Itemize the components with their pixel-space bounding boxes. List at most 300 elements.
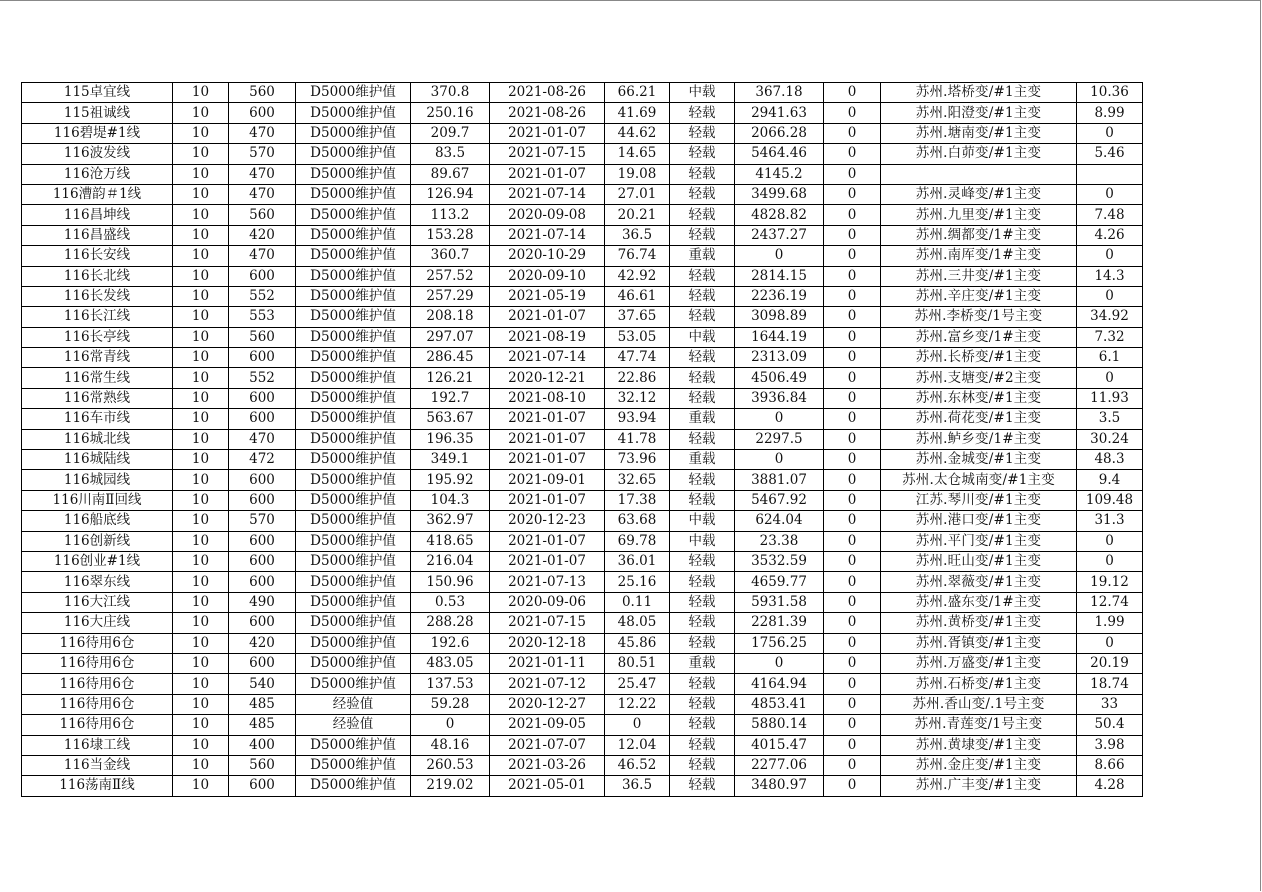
cell-overload-count: 0 bbox=[824, 327, 881, 347]
cell-substation-transformer: 苏州.支塘变/#2主变 bbox=[881, 368, 1077, 388]
cell-voltage-kv: 10 bbox=[173, 735, 229, 755]
cell-substation-transformer bbox=[881, 164, 1077, 184]
cell-max-current: 483.05 bbox=[411, 653, 490, 673]
cell-substation-transformer: 苏州.太仓城南变/#1主变 bbox=[881, 470, 1077, 490]
cell-rated-current: 600 bbox=[229, 490, 296, 510]
cell-overload-count: 0 bbox=[824, 286, 881, 306]
cell-substation-transformer: 苏州.南厍变/1#主变 bbox=[881, 246, 1077, 266]
cell-record-date: 2021-01-07 bbox=[490, 450, 605, 470]
cell-voltage-kv: 10 bbox=[173, 327, 229, 347]
cell-transformer-load: 19.12 bbox=[1077, 572, 1143, 592]
cell-load-rate: 66.21 bbox=[605, 83, 670, 103]
cell-max-current: 208.18 bbox=[411, 307, 490, 327]
cell-overload-count: 0 bbox=[824, 551, 881, 571]
cell-max-current: 89.67 bbox=[411, 164, 490, 184]
cell-record-date: 2020-12-27 bbox=[490, 694, 605, 714]
cell-value-source: D5000维护值 bbox=[296, 368, 411, 388]
cell-rated-current: 600 bbox=[229, 266, 296, 286]
cell-record-date: 2021-08-19 bbox=[490, 327, 605, 347]
cell-load-rate: 93.94 bbox=[605, 409, 670, 429]
cell-margin-value: 3532.59 bbox=[735, 551, 824, 571]
cell-load-rate: 12.22 bbox=[605, 694, 670, 714]
table-row bbox=[22, 123, 1143, 143]
cell-max-current: 286.45 bbox=[411, 348, 490, 368]
cell-overload-count: 0 bbox=[824, 388, 881, 408]
cell-load-rate: 19.08 bbox=[605, 164, 670, 184]
cell-voltage-kv: 10 bbox=[173, 225, 229, 245]
cell-record-date: 2021-05-19 bbox=[490, 286, 605, 306]
cell-load-rate: 36.01 bbox=[605, 551, 670, 571]
cell-rated-current: 560 bbox=[229, 83, 296, 103]
cell-transformer-load: 0 bbox=[1077, 123, 1143, 143]
cell-voltage-kv: 10 bbox=[173, 144, 229, 164]
cell-margin-value: 3499.68 bbox=[735, 184, 824, 204]
cell-record-date: 2021-09-01 bbox=[490, 470, 605, 490]
table-row bbox=[22, 144, 1143, 164]
cell-margin-value: 1644.19 bbox=[735, 327, 824, 347]
cell-overload-count: 0 bbox=[824, 653, 881, 673]
cell-transformer-load: 10.36 bbox=[1077, 83, 1143, 103]
cell-record-date: 2021-07-14 bbox=[490, 225, 605, 245]
table-row bbox=[22, 633, 1143, 653]
cell-substation-transformer: 江苏.琴川变/#1主变 bbox=[881, 490, 1077, 510]
cell-line-name: 116待用6仓 bbox=[22, 633, 173, 653]
cell-overload-count: 0 bbox=[824, 246, 881, 266]
cell-max-current: 260.53 bbox=[411, 755, 490, 775]
cell-margin-value: 367.18 bbox=[735, 83, 824, 103]
cell-load-rate: 22.86 bbox=[605, 368, 670, 388]
cell-line-name: 116波发线 bbox=[22, 144, 173, 164]
table-row bbox=[22, 409, 1143, 429]
cell-line-name: 116漕韵＃1线 bbox=[22, 184, 173, 204]
table-row bbox=[22, 715, 1143, 735]
cell-load-status: 轻载 bbox=[670, 103, 735, 123]
cell-margin-value: 624.04 bbox=[735, 511, 824, 531]
cell-voltage-kv: 10 bbox=[173, 184, 229, 204]
cell-voltage-kv: 10 bbox=[173, 368, 229, 388]
cell-overload-count: 0 bbox=[824, 755, 881, 775]
cell-value-source: D5000维护值 bbox=[296, 266, 411, 286]
cell-load-status: 轻载 bbox=[670, 184, 735, 204]
cell-value-source: D5000维护值 bbox=[296, 735, 411, 755]
table-row bbox=[22, 348, 1143, 368]
cell-load-rate: 41.78 bbox=[605, 429, 670, 449]
cell-load-rate: 73.96 bbox=[605, 450, 670, 470]
cell-rated-current: 420 bbox=[229, 225, 296, 245]
cell-load-rate: 32.12 bbox=[605, 388, 670, 408]
cell-max-current: 104.3 bbox=[411, 490, 490, 510]
cell-load-status: 轻载 bbox=[670, 348, 735, 368]
cell-overload-count: 0 bbox=[824, 205, 881, 225]
cell-record-date: 2020-09-06 bbox=[490, 592, 605, 612]
cell-rated-current: 552 bbox=[229, 286, 296, 306]
cell-rated-current: 600 bbox=[229, 531, 296, 551]
cell-margin-value: 4164.94 bbox=[735, 674, 824, 694]
cell-load-status: 轻载 bbox=[670, 735, 735, 755]
cell-transformer-load: 20.19 bbox=[1077, 653, 1143, 673]
cell-transformer-load: 12.74 bbox=[1077, 592, 1143, 612]
cell-max-current: 257.52 bbox=[411, 266, 490, 286]
cell-rated-current: 490 bbox=[229, 592, 296, 612]
cell-load-rate: 0.11 bbox=[605, 592, 670, 612]
cell-record-date: 2020-10-29 bbox=[490, 246, 605, 266]
cell-transformer-load: 3.5 bbox=[1077, 409, 1143, 429]
cell-overload-count: 0 bbox=[824, 572, 881, 592]
cell-line-name: 116待用6仓 bbox=[22, 715, 173, 735]
cell-transformer-load: 50.4 bbox=[1077, 715, 1143, 735]
cell-overload-count: 0 bbox=[824, 633, 881, 653]
cell-overload-count: 0 bbox=[824, 225, 881, 245]
cell-voltage-kv: 10 bbox=[173, 348, 229, 368]
cell-load-rate: 44.62 bbox=[605, 123, 670, 143]
cell-value-source: D5000维护值 bbox=[296, 327, 411, 347]
cell-record-date: 2020-12-23 bbox=[490, 511, 605, 531]
cell-margin-value: 2277.06 bbox=[735, 755, 824, 775]
cell-substation-transformer: 苏州.青莲变/1号主变 bbox=[881, 715, 1077, 735]
cell-substation-transformer: 苏州.黄埭变/#1主变 bbox=[881, 735, 1077, 755]
cell-overload-count: 0 bbox=[824, 348, 881, 368]
cell-margin-value: 5464.46 bbox=[735, 144, 824, 164]
cell-substation-transformer: 苏州.灵峰变/#1主变 bbox=[881, 184, 1077, 204]
cell-max-current: 219.02 bbox=[411, 776, 490, 796]
cell-transformer-load: 33 bbox=[1077, 694, 1143, 714]
cell-overload-count: 0 bbox=[824, 184, 881, 204]
cell-max-current: 563.67 bbox=[411, 409, 490, 429]
cell-value-source: D5000维护值 bbox=[296, 572, 411, 592]
cell-load-rate: 46.61 bbox=[605, 286, 670, 306]
cell-overload-count: 0 bbox=[824, 429, 881, 449]
cell-record-date: 2021-08-10 bbox=[490, 388, 605, 408]
table-row bbox=[22, 674, 1143, 694]
cell-load-status: 重载 bbox=[670, 409, 735, 429]
table-row bbox=[22, 776, 1143, 796]
cell-substation-transformer: 苏州.李桥变/1号主变 bbox=[881, 307, 1077, 327]
cell-voltage-kv: 10 bbox=[173, 694, 229, 714]
cell-max-current: 126.21 bbox=[411, 368, 490, 388]
cell-line-name: 116常青线 bbox=[22, 348, 173, 368]
cell-value-source: D5000维护值 bbox=[296, 653, 411, 673]
cell-record-date: 2021-05-01 bbox=[490, 776, 605, 796]
cell-transformer-load: 31.3 bbox=[1077, 511, 1143, 531]
cell-voltage-kv: 10 bbox=[173, 715, 229, 735]
cell-rated-current: 470 bbox=[229, 246, 296, 266]
cell-voltage-kv: 10 bbox=[173, 755, 229, 775]
cell-transformer-load: 3.98 bbox=[1077, 735, 1143, 755]
cell-value-source: D5000维护值 bbox=[296, 103, 411, 123]
cell-record-date: 2021-09-05 bbox=[490, 715, 605, 735]
cell-voltage-kv: 10 bbox=[173, 429, 229, 449]
cell-record-date: 2020-12-18 bbox=[490, 633, 605, 653]
cell-overload-count: 0 bbox=[824, 776, 881, 796]
cell-line-name: 116车市线 bbox=[22, 409, 173, 429]
cell-load-status: 中载 bbox=[670, 531, 735, 551]
cell-margin-value: 3881.07 bbox=[735, 470, 824, 490]
cell-overload-count: 0 bbox=[824, 123, 881, 143]
cell-line-name: 116船底线 bbox=[22, 511, 173, 531]
cell-voltage-kv: 10 bbox=[173, 490, 229, 510]
cell-value-source: D5000维护值 bbox=[296, 450, 411, 470]
cell-record-date: 2021-07-15 bbox=[490, 144, 605, 164]
cell-line-name: 116待用6仓 bbox=[22, 674, 173, 694]
table-row bbox=[22, 511, 1143, 531]
cell-overload-count: 0 bbox=[824, 470, 881, 490]
cell-transformer-load: 4.28 bbox=[1077, 776, 1143, 796]
cell-value-source: D5000维护值 bbox=[296, 674, 411, 694]
cell-load-status: 中载 bbox=[670, 511, 735, 531]
table-row bbox=[22, 429, 1143, 449]
cell-voltage-kv: 10 bbox=[173, 388, 229, 408]
cell-rated-current: 472 bbox=[229, 450, 296, 470]
cell-overload-count: 0 bbox=[824, 144, 881, 164]
cell-margin-value: 23.38 bbox=[735, 531, 824, 551]
cell-value-source: D5000维护值 bbox=[296, 429, 411, 449]
cell-line-name: 116创业#1线 bbox=[22, 551, 173, 571]
cell-load-status: 重载 bbox=[670, 653, 735, 673]
cell-rated-current: 560 bbox=[229, 327, 296, 347]
cell-load-rate: 25.47 bbox=[605, 674, 670, 694]
cell-max-current: 137.53 bbox=[411, 674, 490, 694]
cell-max-current: 192.6 bbox=[411, 633, 490, 653]
cell-load-status: 轻载 bbox=[670, 613, 735, 633]
cell-max-current: 297.07 bbox=[411, 327, 490, 347]
cell-transformer-load: 18.74 bbox=[1077, 674, 1143, 694]
cell-voltage-kv: 10 bbox=[173, 633, 229, 653]
cell-load-rate: 36.5 bbox=[605, 776, 670, 796]
cell-max-current: 195.92 bbox=[411, 470, 490, 490]
cell-record-date: 2020-09-08 bbox=[490, 205, 605, 225]
cell-max-current: 83.5 bbox=[411, 144, 490, 164]
cell-line-name: 116城园线 bbox=[22, 470, 173, 490]
table-row bbox=[22, 531, 1143, 551]
cell-margin-value: 5880.14 bbox=[735, 715, 824, 735]
cell-substation-transformer: 苏州.旺山变/#1主变 bbox=[881, 551, 1077, 571]
table-row bbox=[22, 755, 1143, 775]
cell-value-source: D5000维护值 bbox=[296, 225, 411, 245]
cell-load-status: 轻载 bbox=[670, 674, 735, 694]
cell-overload-count: 0 bbox=[824, 450, 881, 470]
cell-load-status: 轻载 bbox=[670, 266, 735, 286]
cell-substation-transformer: 苏州.塘南变/#1主变 bbox=[881, 123, 1077, 143]
cell-record-date: 2021-07-15 bbox=[490, 613, 605, 633]
cell-voltage-kv: 10 bbox=[173, 776, 229, 796]
cell-voltage-kv: 10 bbox=[173, 164, 229, 184]
cell-margin-value: 4015.47 bbox=[735, 735, 824, 755]
cell-max-current: 360.7 bbox=[411, 246, 490, 266]
cell-substation-transformer: 苏州.阳澄变/#1主变 bbox=[881, 103, 1077, 123]
cell-load-rate: 42.92 bbox=[605, 266, 670, 286]
cell-load-rate: 25.16 bbox=[605, 572, 670, 592]
cell-rated-current: 400 bbox=[229, 735, 296, 755]
cell-substation-transformer: 苏州.黄桥变/#1主变 bbox=[881, 613, 1077, 633]
table-row bbox=[22, 694, 1143, 714]
cell-load-rate: 0 bbox=[605, 715, 670, 735]
cell-transformer-load: 109.48 bbox=[1077, 490, 1143, 510]
cell-overload-count: 0 bbox=[824, 307, 881, 327]
cell-voltage-kv: 10 bbox=[173, 307, 229, 327]
cell-substation-transformer: 苏州.鲈乡变/1#主变 bbox=[881, 429, 1077, 449]
cell-value-source: D5000维护值 bbox=[296, 246, 411, 266]
cell-margin-value: 3480.97 bbox=[735, 776, 824, 796]
cell-max-current: 59.28 bbox=[411, 694, 490, 714]
cell-overload-count: 0 bbox=[824, 531, 881, 551]
cell-line-name: 116城陆线 bbox=[22, 450, 173, 470]
cell-line-name: 116碧堤#1线 bbox=[22, 123, 173, 143]
cell-rated-current: 600 bbox=[229, 653, 296, 673]
cell-rated-current: 600 bbox=[229, 388, 296, 408]
cell-rated-current: 485 bbox=[229, 715, 296, 735]
cell-record-date: 2021-01-11 bbox=[490, 653, 605, 673]
cell-line-name: 116沧万线 bbox=[22, 164, 173, 184]
cell-transformer-load: 30.24 bbox=[1077, 429, 1143, 449]
cell-voltage-kv: 10 bbox=[173, 674, 229, 694]
cell-margin-value: 4853.41 bbox=[735, 694, 824, 714]
cell-load-status: 轻载 bbox=[670, 490, 735, 510]
table-row bbox=[22, 470, 1143, 490]
cell-load-status: 重载 bbox=[670, 246, 735, 266]
cell-transformer-load: 8.99 bbox=[1077, 103, 1143, 123]
cell-line-name: 116城北线 bbox=[22, 429, 173, 449]
cell-transformer-load: 48.3 bbox=[1077, 450, 1143, 470]
cell-overload-count: 0 bbox=[824, 368, 881, 388]
cell-transformer-load: 0 bbox=[1077, 551, 1143, 571]
feeder-load-table bbox=[21, 82, 1143, 797]
cell-rated-current: 560 bbox=[229, 205, 296, 225]
cell-margin-value: 2437.27 bbox=[735, 225, 824, 245]
cell-max-current: 196.35 bbox=[411, 429, 490, 449]
cell-value-source: D5000维护值 bbox=[296, 123, 411, 143]
cell-voltage-kv: 10 bbox=[173, 511, 229, 531]
cell-load-rate: 20.21 bbox=[605, 205, 670, 225]
cell-margin-value: 0 bbox=[735, 409, 824, 429]
cell-overload-count: 0 bbox=[824, 735, 881, 755]
cell-value-source: D5000维护值 bbox=[296, 490, 411, 510]
cell-overload-count: 0 bbox=[824, 694, 881, 714]
cell-rated-current: 570 bbox=[229, 144, 296, 164]
cell-transformer-load: 5.46 bbox=[1077, 144, 1143, 164]
cell-record-date: 2021-08-26 bbox=[490, 103, 605, 123]
cell-value-source: D5000维护值 bbox=[296, 470, 411, 490]
cell-record-date: 2021-01-07 bbox=[490, 490, 605, 510]
cell-substation-transformer: 苏州.盛东变/1#主变 bbox=[881, 592, 1077, 612]
cell-load-rate: 46.52 bbox=[605, 755, 670, 775]
cell-record-date: 2021-07-07 bbox=[490, 735, 605, 755]
cell-record-date: 2021-07-12 bbox=[490, 674, 605, 694]
cell-value-source: 经验值 bbox=[296, 694, 411, 714]
cell-record-date: 2021-07-14 bbox=[490, 184, 605, 204]
cell-load-status: 中载 bbox=[670, 327, 735, 347]
cell-record-date: 2021-07-13 bbox=[490, 572, 605, 592]
cell-load-status: 轻载 bbox=[670, 225, 735, 245]
table-row bbox=[22, 205, 1143, 225]
cell-load-status: 轻载 bbox=[670, 368, 735, 388]
cell-record-date: 2021-01-07 bbox=[490, 531, 605, 551]
cell-transformer-load: 1.99 bbox=[1077, 613, 1143, 633]
cell-value-source: D5000维护值 bbox=[296, 164, 411, 184]
cell-line-name: 115祖诚线 bbox=[22, 103, 173, 123]
table-row bbox=[22, 103, 1143, 123]
cell-line-name: 116长亭线 bbox=[22, 327, 173, 347]
cell-value-source: D5000维护值 bbox=[296, 409, 411, 429]
cell-substation-transformer: 苏州.石桥变/#1主变 bbox=[881, 674, 1077, 694]
cell-substation-transformer: 苏州.三井变/#1主变 bbox=[881, 266, 1077, 286]
cell-voltage-kv: 10 bbox=[173, 450, 229, 470]
cell-transformer-load: 0 bbox=[1077, 246, 1143, 266]
cell-value-source: D5000维护值 bbox=[296, 83, 411, 103]
cell-substation-transformer: 苏州.胥镇变/#1主变 bbox=[881, 633, 1077, 653]
cell-line-name: 116长安线 bbox=[22, 246, 173, 266]
cell-line-name: 116昌盛线 bbox=[22, 225, 173, 245]
table-row bbox=[22, 572, 1143, 592]
cell-transformer-load bbox=[1077, 164, 1143, 184]
cell-load-rate: 12.04 bbox=[605, 735, 670, 755]
cell-rated-current: 470 bbox=[229, 164, 296, 184]
cell-margin-value: 4659.77 bbox=[735, 572, 824, 592]
cell-load-status: 重载 bbox=[670, 450, 735, 470]
cell-margin-value: 4145.2 bbox=[735, 164, 824, 184]
cell-line-name: 116昌坤线 bbox=[22, 205, 173, 225]
cell-rated-current: 470 bbox=[229, 184, 296, 204]
cell-load-status: 轻载 bbox=[670, 123, 735, 143]
cell-overload-count: 0 bbox=[824, 613, 881, 633]
cell-transformer-load: 0 bbox=[1077, 286, 1143, 306]
cell-record-date: 2020-09-10 bbox=[490, 266, 605, 286]
cell-rated-current: 600 bbox=[229, 613, 296, 633]
cell-record-date: 2021-07-14 bbox=[490, 348, 605, 368]
cell-load-rate: 14.65 bbox=[605, 144, 670, 164]
cell-rated-current: 570 bbox=[229, 511, 296, 531]
table-row bbox=[22, 613, 1143, 633]
cell-voltage-kv: 10 bbox=[173, 83, 229, 103]
cell-max-current: 362.97 bbox=[411, 511, 490, 531]
cell-rated-current: 470 bbox=[229, 123, 296, 143]
cell-substation-transformer: 苏州.广丰变/#1主变 bbox=[881, 776, 1077, 796]
cell-voltage-kv: 10 bbox=[173, 572, 229, 592]
cell-load-status: 轻载 bbox=[670, 694, 735, 714]
cell-voltage-kv: 10 bbox=[173, 613, 229, 633]
cell-load-rate: 27.01 bbox=[605, 184, 670, 204]
table-row bbox=[22, 164, 1143, 184]
cell-load-rate: 47.74 bbox=[605, 348, 670, 368]
table-row bbox=[22, 266, 1143, 286]
cell-record-date: 2021-03-26 bbox=[490, 755, 605, 775]
cell-rated-current: 600 bbox=[229, 551, 296, 571]
cell-load-rate: 53.05 bbox=[605, 327, 670, 347]
table-row bbox=[22, 551, 1143, 571]
cell-load-status: 轻载 bbox=[670, 470, 735, 490]
cell-overload-count: 0 bbox=[824, 715, 881, 735]
cell-record-date: 2021-01-07 bbox=[490, 164, 605, 184]
cell-load-rate: 45.86 bbox=[605, 633, 670, 653]
cell-line-name: 116大江线 bbox=[22, 592, 173, 612]
cell-value-source: D5000维护值 bbox=[296, 307, 411, 327]
cell-voltage-kv: 10 bbox=[173, 266, 229, 286]
cell-margin-value: 2814.15 bbox=[735, 266, 824, 286]
cell-substation-transformer: 苏州.绸都变/1#主变 bbox=[881, 225, 1077, 245]
cell-rated-current: 420 bbox=[229, 633, 296, 653]
cell-value-source: D5000维护值 bbox=[296, 144, 411, 164]
cell-max-current: 126.94 bbox=[411, 184, 490, 204]
cell-value-source: D5000维护值 bbox=[296, 511, 411, 531]
cell-load-status: 轻载 bbox=[670, 286, 735, 306]
cell-rated-current: 600 bbox=[229, 776, 296, 796]
cell-record-date: 2020-12-21 bbox=[490, 368, 605, 388]
table-row bbox=[22, 286, 1143, 306]
cell-rated-current: 600 bbox=[229, 470, 296, 490]
cell-margin-value: 2281.39 bbox=[735, 613, 824, 633]
cell-load-rate: 41.69 bbox=[605, 103, 670, 123]
cell-record-date: 2021-01-07 bbox=[490, 551, 605, 571]
cell-value-source: D5000维护值 bbox=[296, 776, 411, 796]
